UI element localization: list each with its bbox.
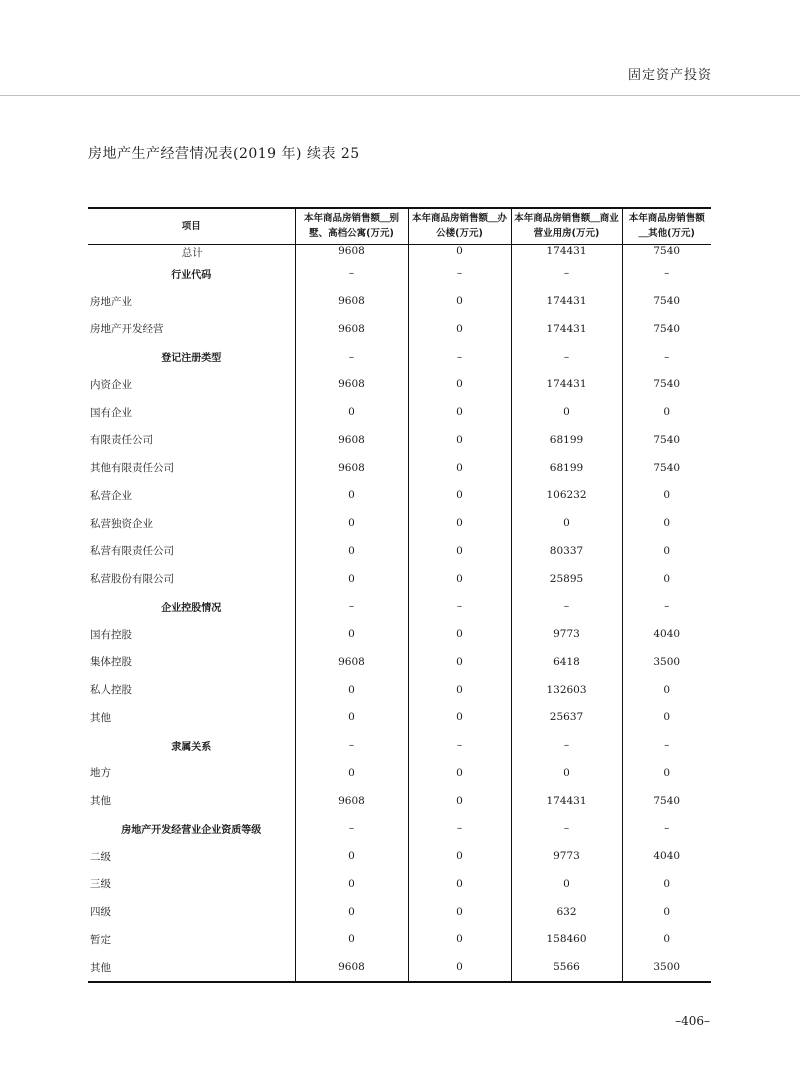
table-group-row [88,815,711,843]
table-row [88,648,711,676]
row-label: 国有企业 [90,406,132,419]
row-label: 四级 [90,906,111,919]
row-label: 私人控股 [90,684,132,697]
cell-value: 174431 [511,244,622,260]
cell-value: 106232 [511,482,622,510]
group-label: 房地产开发经营业企业资质等级 [121,824,262,836]
cell-value: 0 [295,759,408,787]
cell-value: – [622,343,711,371]
table-row [88,620,711,648]
cell-value: 0 [408,244,511,260]
table-row [88,371,711,399]
row-label: 房地产业 [90,295,132,308]
cell-value: 0 [408,565,511,593]
cell-value: 174431 [511,371,622,399]
cell-value: 174431 [511,315,622,343]
group-label: 登记注册类型 [161,353,222,365]
cell-value: 7540 [622,244,711,260]
group-label: 企业控股情况 [161,602,222,614]
cell-value: 0 [295,509,408,537]
cell-value: 0 [295,870,408,898]
cell-value: 0 [408,509,511,537]
cell-value: 0 [295,537,408,565]
cell-value: 174431 [511,287,622,315]
cell-value: 0 [408,870,511,898]
row-label: 内资企业 [90,378,132,391]
cell-value: 0 [408,426,511,454]
cell-value: – [408,343,511,371]
row-label: 私营企业 [90,489,132,502]
cell-value: 0 [408,620,511,648]
cell-value: – [408,815,511,843]
table-group-row [88,593,711,621]
cell-value: 9773 [511,620,622,648]
cell-value: 68199 [511,426,622,454]
cell-value: 0 [408,287,511,315]
column-header: 本年商品房销售额＿办公楼(万元) [408,208,511,244]
cell-value: 4040 [622,620,711,648]
cell-value: – [622,815,711,843]
cell-value: 0 [408,787,511,815]
table-row [88,870,711,898]
data-table [88,207,711,983]
cell-value: 0 [622,565,711,593]
cell-value: 0 [295,620,408,648]
table-row [88,509,711,537]
row-label: 集体控股 [90,656,132,669]
cell-value: 0 [622,870,711,898]
cell-value: – [511,260,622,288]
cell-value: 0 [408,676,511,704]
cell-value: 7540 [622,315,711,343]
table-row [88,926,711,954]
cell-value: 7540 [622,371,711,399]
cell-value: 7540 [622,426,711,454]
cell-value: 0 [408,537,511,565]
cell-value: 0 [511,759,622,787]
table-row [88,398,711,426]
cell-value: 9608 [295,371,408,399]
cell-value: 9608 [295,454,408,482]
cell-value: 5566 [511,953,622,982]
cell-value: 25637 [511,704,622,732]
cell-value: 0 [511,870,622,898]
cell-value: 68199 [511,454,622,482]
section-header: 固定资产投资 [627,68,712,83]
cell-value: 80337 [511,537,622,565]
cell-value: 0 [622,537,711,565]
column-header: 本年商品房销售额＿别墅、高档公寓(万元) [295,208,408,244]
page-number: –406– [675,1014,710,1028]
cell-value: 0 [511,398,622,426]
cell-value: – [408,593,511,621]
table-row [88,898,711,926]
table-group-row [88,731,711,759]
row-label: 其他 [90,795,111,808]
group-label: 行业代码 [171,269,212,281]
cell-value: 0 [408,704,511,732]
cell-value: – [622,260,711,288]
cell-value: – [295,260,408,288]
cell-value: 3500 [622,953,711,982]
cell-value: 132603 [511,676,622,704]
cell-value: 7540 [622,454,711,482]
cell-value: 25895 [511,565,622,593]
table-row [88,426,711,454]
cell-value: 0 [295,704,408,732]
table-row [88,676,711,704]
table-body [88,244,711,982]
table-row [88,953,711,982]
cell-value: 632 [511,898,622,926]
cell-value: – [408,731,511,759]
cell-value: 0 [295,842,408,870]
cell-value: 0 [622,482,711,510]
row-label: 其他有限责任公司 [90,462,174,475]
cell-value: 7540 [622,787,711,815]
table-title: 房地产生产经营情况表(2019 年) 续表 25 [88,146,360,162]
cell-value: 0 [408,926,511,954]
cell-value: 4040 [622,842,711,870]
cell-value: 9608 [295,287,408,315]
table-row [88,315,711,343]
table-row [88,565,711,593]
cell-value: – [511,731,622,759]
cell-value: 9773 [511,842,622,870]
cell-value: – [295,593,408,621]
row-label: 房地产开发经营 [90,323,164,336]
table-row [88,482,711,510]
group-label: 隶属关系 [171,741,212,753]
cell-value: 0 [408,315,511,343]
cell-value: 0 [295,926,408,954]
cell-value: – [511,593,622,621]
row-label: 私营独资企业 [90,517,153,530]
cell-value: 0 [622,926,711,954]
cell-value: 0 [295,898,408,926]
column-header: 本年商品房销售额＿其他(万元) [622,208,711,244]
cell-value: 0 [408,842,511,870]
cell-value: 0 [408,454,511,482]
cell-value: 0 [408,398,511,426]
table-row [88,704,711,732]
cell-value: – [295,343,408,371]
row-label: 二级 [90,850,111,863]
cell-value: – [408,260,511,288]
cell-value: 0 [295,482,408,510]
table-row [88,842,711,870]
table-row [88,787,711,815]
cell-value: 0 [622,398,711,426]
cell-value: 0 [295,676,408,704]
cell-value: 9608 [295,787,408,815]
table-header-row [88,208,711,244]
cell-value: 0 [295,565,408,593]
table-row [88,244,711,260]
column-header: 本年商品房销售额＿商业营业用房(万元) [511,208,622,244]
table-group-row [88,343,711,371]
cell-value: 9608 [295,953,408,982]
column-header: 项目 [88,208,295,244]
cell-value: – [622,593,711,621]
row-label: 其他 [88,953,295,982]
cell-value: – [622,731,711,759]
row-label: 三级 [90,878,111,891]
cell-value: 9608 [295,426,408,454]
cell-value: 7540 [622,287,711,315]
cell-value: 9608 [295,244,408,260]
cell-value: – [511,343,622,371]
cell-value: 0 [622,676,711,704]
row-label: 总计 [181,246,203,259]
cell-value: – [511,815,622,843]
cell-value: 6418 [511,648,622,676]
row-label: 暂定 [90,933,111,946]
table-row [88,454,711,482]
cell-value: 0 [622,509,711,537]
cell-value: 0 [408,482,511,510]
table-row [88,537,711,565]
cell-value: 158460 [511,926,622,954]
cell-value: 0 [408,371,511,399]
row-label: 私营股份有限公司 [90,573,174,586]
cell-value: – [295,815,408,843]
cell-value: 9608 [295,315,408,343]
cell-value: 0 [622,898,711,926]
table-row [88,759,711,787]
cell-value: 0 [408,759,511,787]
row-label: 有限责任公司 [90,434,153,447]
cell-value: 3500 [622,648,711,676]
row-label: 地方 [90,767,111,780]
table-row [88,287,711,315]
cell-value: 9608 [295,648,408,676]
row-label: 国有控股 [90,628,132,641]
cell-value: 0 [622,759,711,787]
row-label: 私营有限责任公司 [90,545,174,558]
cell-value: 0 [408,648,511,676]
row-label: 其他 [90,711,111,724]
cell-value: 0 [408,953,511,982]
cell-value: 174431 [511,787,622,815]
cell-value: 0 [408,898,511,926]
cell-value: 0 [511,509,622,537]
cell-value: 0 [622,704,711,732]
cell-value: 0 [295,398,408,426]
cell-value: – [295,731,408,759]
table-group-row [88,260,711,288]
header-divider [0,95,800,96]
